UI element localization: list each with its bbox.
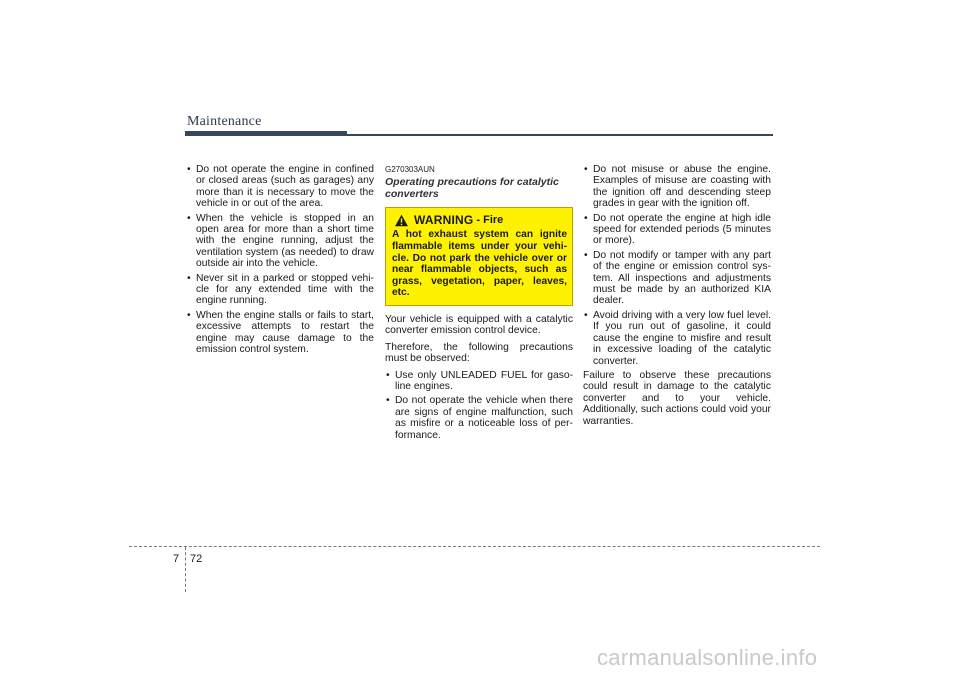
chapter-number: 7 — [173, 553, 180, 565]
footer-divider — [129, 546, 820, 547]
list-item: • Never sit in a parked or stopped vehi-cle for any extended time with the engine running. — [186, 273, 374, 307]
paragraph: Therefore, the following precautions must be observed: — [385, 341, 573, 365]
list-item: • Do not operate the engine in confined or closed areas (such as garages) any more than it is necessary to move the vehicle in or out of the area. — [186, 164, 374, 210]
bullet-list — [385, 370, 573, 441]
footer-vertical-divider — [185, 547, 186, 592]
list-item: • Do not operate the vehicle when there are signs of engine malfunction, such as misfire or a noticeable loss of per-formance. — [385, 395, 573, 441]
page-header-title: Maintenance — [187, 114, 262, 129]
column-3 — [583, 164, 771, 432]
list-item: • Do not misuse or abuse the engine. Examples of misuse are coasting with the ignition off and descending steep grades in gear with the ignition off. — [583, 164, 771, 210]
column-1 — [186, 164, 374, 359]
page-number: 72 — [190, 553, 203, 565]
list-item: • Do not modify or tamper with any part of the engine or emission control sys-tem. All inspections and adjustments must be made by an authorized KIA dealer. — [583, 250, 771, 307]
bullet-list — [583, 164, 771, 367]
warning-header — [392, 214, 567, 227]
header-bar — [185, 131, 347, 136]
list-item: • When the engine stalls or fails to start, excessive attempts to restart the engine may cause damage to the emission control system. — [186, 310, 374, 356]
bullet-list — [186, 164, 374, 356]
section-code: G270303AUN — [385, 165, 435, 174]
paragraph: Failure to observe these precautions could result in damage to the catalytic converter and to your vehicle. Additionally, such actions could void your warranties. — [583, 369, 771, 427]
warning-box — [385, 207, 573, 306]
warning-text: A hot exhaust system can ignite flammable items under your vehi-cle. Do not park the vehicle over or near flammable objects, such as grass, vegetation, paper, leaves, etc. — [392, 229, 567, 299]
header-rule — [347, 134, 773, 136]
list-item: • Avoid driving with a very low fuel level. If you run out of gasoline, it could cause the engine to misfire and result in excessive loading of the catalytic converter. — [583, 310, 771, 367]
watermark: carmanualsonline.info — [597, 645, 818, 670]
paragraph: Your vehicle is equipped with a catalytic converter emission control device. — [385, 313, 573, 337]
warning-triangle-icon — [394, 214, 409, 227]
section-title: Operating precautions for catalytic converters — [385, 176, 559, 200]
list-item: • When the vehicle is stopped in an open area for more than a short time with the engine running, adjust the ventilation system (as needed) to draw outside air into the vehicle. — [186, 213, 374, 270]
list-item: • Use only UNLEADED FUEL for gaso-line engines. — [385, 370, 573, 393]
warning-subtitle: - Fire — [476, 214, 504, 227]
warning-title: WARNING — [414, 213, 474, 228]
column-2 — [385, 164, 573, 444]
list-item: • Do not operate the engine at high idle speed for extended periods (5 minutes or more). — [583, 213, 771, 247]
